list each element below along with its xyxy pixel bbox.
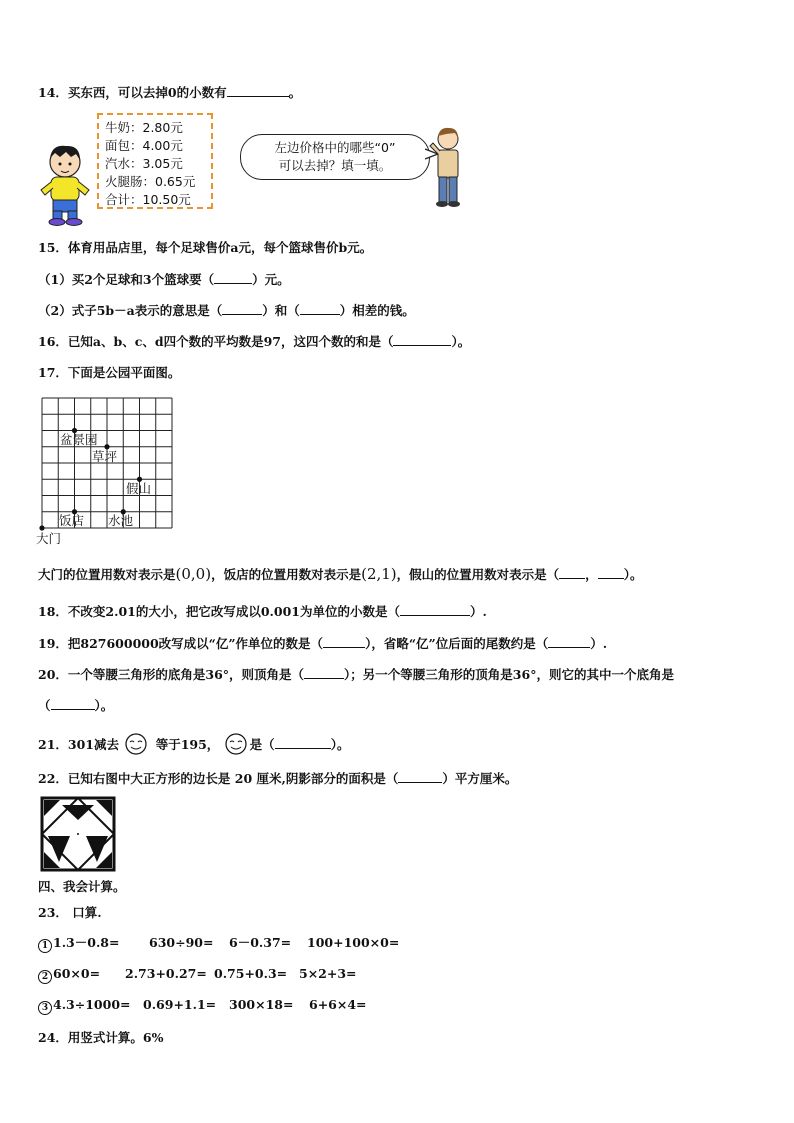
q16: 16．已知a、b、c、d四个数的平均数是97，这四个数的和是（ ）。 [38, 334, 471, 349]
price-item: 面包：4.00元 [105, 138, 183, 153]
answer-blank[interactable] [323, 635, 365, 648]
map-label-lawn: 草坪 [92, 449, 118, 464]
q14: 14．买东西，可以去掉0的小数有 。 [38, 85, 302, 100]
map-label-hotel: 饭店 [59, 513, 85, 528]
price-item: 牛奶：2.80元 [105, 120, 183, 135]
price-item: 汽水：3.05元 [105, 156, 183, 171]
q15: 15．体育用品店里，每个足球售价a元，每个篮球售价b元。 [38, 240, 373, 255]
q20: 20．一个等腰三角形的底角是36°，则顶角是（ ）；另一个等腰三角形的顶角是36°，则它的其中一个底角是 [38, 667, 674, 682]
q18: 18．不改变2.01的大小，把它改写成以0.001为单位的小数是（ ）. [38, 604, 487, 619]
man-illustration [428, 126, 466, 208]
q19: 19．把827600000改写成以“亿”作单位的数是（ ），省略“亿”位后面的尾数约是（ ）. [38, 636, 608, 651]
map-label-garden: 盆景园 [60, 432, 98, 447]
answer-blank[interactable] [214, 271, 252, 284]
answer-blank[interactable] [393, 333, 451, 346]
answer-blank[interactable] [400, 603, 470, 616]
q22: 22．已知右图中大正方形的边长是 20 厘米,阴影部分的面积是（ ）平方厘米。 [38, 771, 518, 786]
map-label-pool: 水池 [108, 513, 134, 528]
answer-blank[interactable] [559, 566, 585, 579]
q15-sub2: （2）式子5b－a表示的意思是（ ）和（ ）相差的钱。 [38, 303, 415, 318]
q15-sub1: （1）买2个足球和3个篮球要（ ）元。 [38, 272, 290, 287]
boy-illustration [38, 140, 94, 226]
answer-blank[interactable] [304, 666, 344, 679]
park-map-grid [32, 392, 182, 552]
price-item: 火腿肠：0.65元 [105, 174, 196, 189]
answer-blank[interactable] [51, 697, 95, 710]
calc-row: 2 60×0= 2.73+0.27= 0.75+0.3= 5×2+3= [38, 966, 357, 984]
square-diagram [40, 796, 116, 872]
answer-blank[interactable] [300, 302, 340, 315]
q20-cont: （ ）。 [38, 698, 114, 713]
q21: 21．301减去 等于195， 是（ ）。 [38, 733, 349, 755]
answer-blank[interactable] [548, 635, 590, 648]
answer-blank[interactable] [275, 736, 331, 749]
circled-number: 3 [38, 1001, 52, 1015]
answer-blank[interactable] [598, 566, 624, 579]
price-list [97, 113, 213, 209]
map-label-rockery: 假山 [126, 481, 152, 496]
q24: 24．用竖式计算。6% [38, 1030, 164, 1045]
smiley-icon [224, 733, 250, 755]
q23: 23． 口算. [38, 905, 102, 920]
q17-question: 大门的位置用数对表示是(0,0)，饭店的位置用数对表示是(2,1)，假山的位置用数对表示是（ ， ）。 [38, 565, 643, 583]
smiley-icon [123, 733, 151, 755]
speech-bubble: 左边价格中的哪些“0” 可以去掉？填一填。 [240, 134, 430, 180]
calc-row: 3 4.3÷1000= 0.69+1.1= 300×18= 6+6×4= [38, 997, 367, 1015]
calc-row: 1 1.3－0.8= 630÷90= 6－0.37= 100+100×0= [38, 935, 399, 953]
answer-blank[interactable] [227, 84, 289, 97]
answer-blank[interactable] [222, 302, 262, 315]
gate-point [39, 525, 44, 530]
q17: 17．下面是公园平面图。 [38, 365, 181, 380]
answer-blank[interactable] [398, 770, 442, 783]
circled-number: 2 [38, 970, 52, 984]
map-label-gate: 大门 [36, 531, 62, 546]
section-title: 四、我会计算。 [38, 879, 126, 894]
circled-number: 1 [38, 939, 52, 953]
price-item: 合计：10.50元 [105, 192, 191, 207]
